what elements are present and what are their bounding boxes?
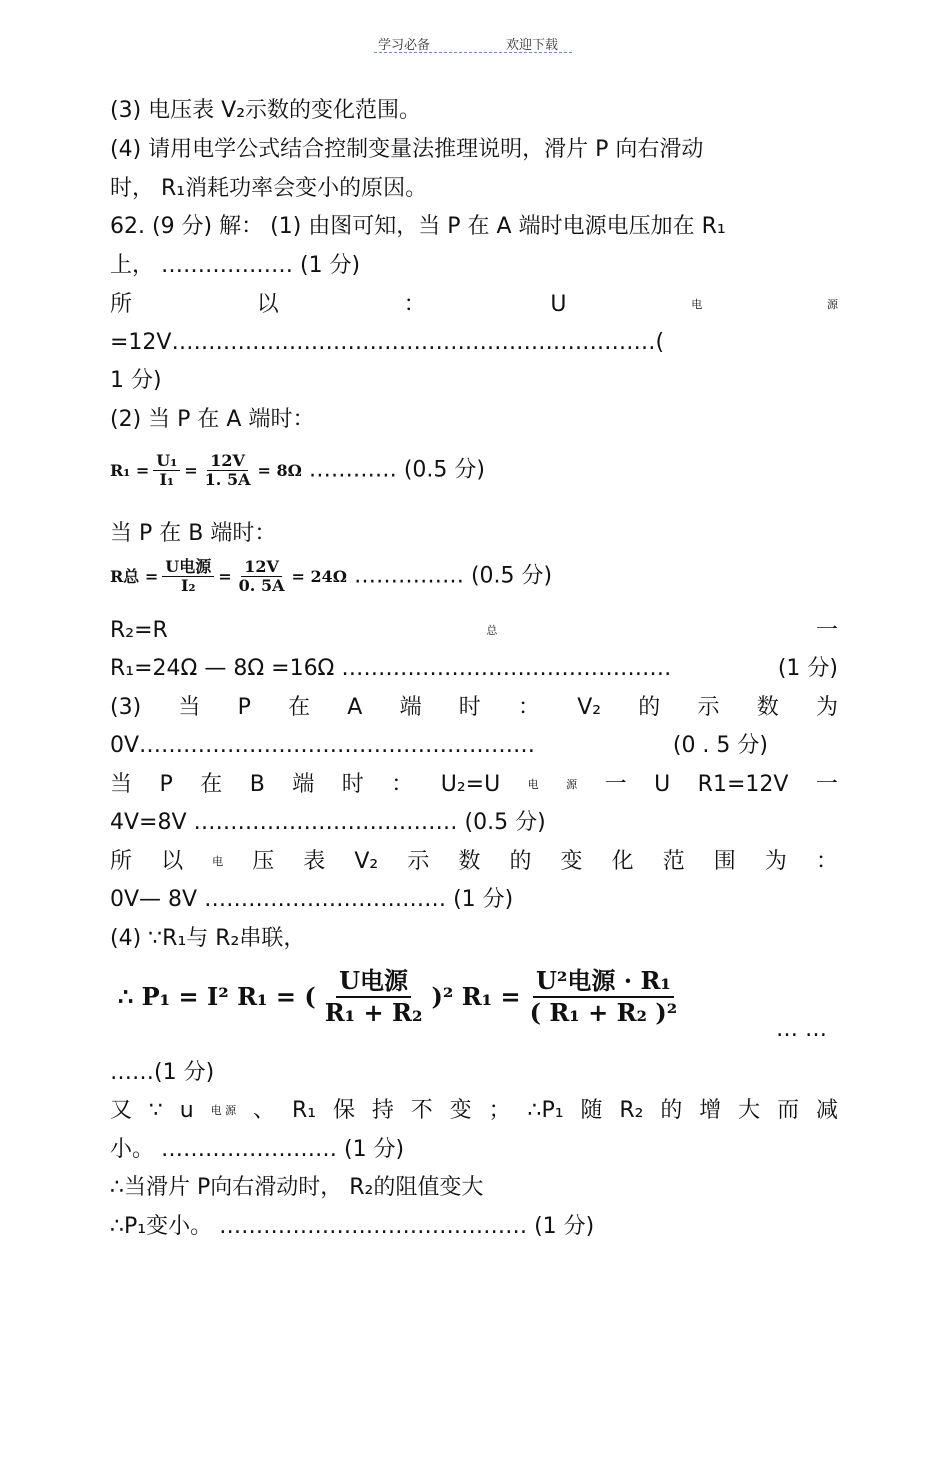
text-char: u: [179, 1098, 194, 1123]
formula-rtotal: R总 = $\frac{\text{U电源}}{\text{I₂}}$ = $\frac{12V}{0. 5A}$ = 24Ω: [110, 557, 347, 595]
text-char: P: [159, 772, 173, 797]
text-char: 时: [341, 772, 364, 797]
text-char: 为: [764, 849, 787, 874]
text-char: 总: [486, 624, 498, 637]
text-char: 一: [815, 772, 838, 797]
text-char: R₂: [619, 1098, 644, 1123]
text-fragment: R₂=R: [110, 618, 168, 643]
fraction: [162, 558, 214, 595]
text-fragment: R₁=24Ω — 8Ω =16Ω ………………………………………: [110, 656, 672, 681]
text-char: 大: [738, 1098, 761, 1123]
text-line: ……(1 分): [110, 1060, 215, 1085]
formula-result: = 24Ω: [291, 566, 347, 586]
text-char: 范: [662, 849, 685, 874]
numerator: U²电源 · R₁: [533, 966, 674, 998]
text-line: 上， ……………… (1 分): [110, 253, 361, 278]
text-line: ∴当滑片 P向右滑动时， R₂的阻值变大: [110, 1175, 484, 1200]
text-char: 变: [560, 849, 583, 874]
text-char: A: [347, 695, 363, 720]
text-line: 时， R₁消耗功率会变小的原因。: [110, 176, 428, 201]
text-char: V₂: [354, 849, 379, 874]
text-char: 为: [815, 695, 838, 720]
text-char: ：: [815, 849, 838, 874]
text-line: 小。 …………………… (1 分): [110, 1137, 405, 1162]
text-char: 持: [371, 1098, 394, 1123]
text-char: 电: [527, 778, 539, 791]
text-line: =12V…………………………………………………………(: [110, 330, 665, 355]
text-char: U: [654, 772, 671, 797]
text-line: (3) 电压表 V₂示数的变化范围。: [110, 98, 422, 123]
spread-line: [110, 290, 838, 320]
text-char: 保: [332, 1098, 355, 1123]
text-char: 端: [399, 695, 422, 720]
text-char: ；: [488, 1098, 511, 1123]
text-char: 一: [815, 618, 838, 643]
text-char: 表: [303, 849, 326, 874]
text-char: 增: [699, 1098, 722, 1123]
text-char: 化: [611, 849, 634, 874]
text-char: 不: [410, 1098, 433, 1123]
text-char: 数: [458, 849, 481, 874]
text-line: (4) 请用电学公式结合控制变量法推理说明，滑片 P 向右滑动: [110, 137, 704, 162]
page-header: [378, 34, 558, 53]
spread-line: [110, 616, 838, 646]
text-char: 源: [826, 298, 838, 311]
text-char: 以: [256, 292, 279, 317]
text-line: (4) ∵R₁与 R₂串联，: [110, 926, 306, 951]
spread-line: [110, 654, 838, 684]
numerator: U电源: [162, 558, 214, 577]
header-divider: [374, 52, 572, 53]
spread-line: [110, 731, 838, 761]
denominator: I₁: [159, 470, 175, 489]
denominator: I₂: [181, 576, 196, 595]
text-char: 数: [756, 695, 779, 720]
denominator: 0. 5A: [238, 576, 285, 595]
formula-line-p1: [118, 966, 686, 1028]
text-char: ：: [518, 695, 541, 720]
text-fragment: …………… (0.5 分): [353, 563, 553, 589]
text-line: ∴P₁变小。 …………………………………… (1 分): [110, 1214, 595, 1239]
text-fragment: ………… (0.5 分): [308, 457, 485, 483]
formula-p1: [118, 966, 686, 1028]
formula-r1: R₁ = $\frac{\text{U₁}}{\text{I₁}}$ = $\frac{12V}{1. 5A}$ = 8Ω: [110, 451, 302, 489]
text-char: 的: [509, 849, 532, 874]
text-char: 以: [161, 849, 184, 874]
text-fragment: (0 . 5 分): [672, 733, 768, 758]
numerator: 12V: [207, 452, 248, 471]
text-char: 时: [458, 695, 481, 720]
text-char: 的: [660, 1098, 683, 1123]
denominator: R₁ + R₂: [324, 998, 423, 1027]
text-char: 所: [110, 292, 133, 317]
denominator: ( R₁ + R₂ )²: [529, 998, 678, 1027]
text-char: 在: [200, 772, 223, 797]
formula-result: = 8Ω: [257, 460, 302, 480]
text-char: 一: [604, 772, 627, 797]
text-char: 端: [292, 772, 315, 797]
formula-lhs: ∴ P₁ = I² R₁ = (: [118, 982, 316, 1011]
formula-lhs: R₁: [110, 460, 131, 480]
numerator: U电源: [336, 966, 411, 998]
text-char: ：: [391, 772, 414, 797]
formula-line-r1: [110, 452, 485, 489]
text-char: ∵: [148, 1098, 163, 1123]
text-char: 当: [178, 695, 201, 720]
text-char: 、: [253, 1098, 276, 1123]
text-char: 电: [691, 298, 703, 311]
text-fragment: … …: [776, 1017, 827, 1042]
fraction: [153, 452, 180, 489]
text-char: 又: [110, 1098, 133, 1123]
text-char: 而: [777, 1098, 800, 1123]
formula-mid: )² R₁ =: [431, 982, 521, 1011]
text-line: 0V— 8V …………………………… (1 分): [110, 887, 514, 912]
text-line: 当 P 在 B 端时：: [110, 521, 277, 546]
text-char: 电 源: [210, 1104, 237, 1117]
text-char: 源: [566, 778, 578, 791]
text-char: B: [249, 772, 265, 797]
text-char: 的: [638, 695, 661, 720]
text-line: (2) 当 P 在 A 端时：: [110, 407, 315, 432]
fraction: [202, 452, 254, 489]
text-char: 所: [110, 849, 133, 874]
text-char: 变: [449, 1098, 472, 1123]
text-char: U₂=U: [440, 772, 501, 797]
text-char: 压: [252, 849, 275, 874]
text-char: ：: [403, 292, 426, 317]
text-char: 在: [288, 695, 311, 720]
formula-line-rtotal: [110, 558, 552, 595]
text-char: 随: [580, 1098, 603, 1123]
text-char: 当: [110, 772, 133, 797]
spread-line-l24: [110, 1096, 838, 1126]
text-char: 减: [815, 1098, 838, 1123]
fraction: [236, 558, 288, 595]
text-fragment: (1 分): [777, 656, 838, 681]
text-char: 电: [212, 855, 224, 868]
spread-line-l19: [110, 847, 838, 877]
numerator: U₁: [153, 452, 180, 471]
text-line: 4V=8V ……………………………… (0.5 分): [110, 810, 546, 835]
text-char: R1=12V: [697, 772, 789, 797]
text-fragment: 0V………………………………………………: [110, 733, 536, 758]
text-char: U: [550, 292, 567, 317]
text-char: (3): [110, 695, 142, 720]
spread-line-l17: [110, 770, 838, 800]
fraction: [527, 966, 681, 1028]
text-char: P: [237, 695, 251, 720]
header-left: 学习必备: [378, 38, 431, 53]
header-right: 欢迎下载: [506, 38, 559, 53]
text-line: 1 分): [110, 368, 162, 393]
text-char: R₁: [291, 1098, 317, 1123]
text-char: ∴P₁: [527, 1098, 564, 1123]
denominator: 1. 5A: [204, 470, 251, 489]
text-char: 示: [407, 849, 430, 874]
text-char: V₂: [577, 695, 602, 720]
formula-lhs: R总: [110, 566, 140, 586]
fraction: [322, 966, 426, 1028]
text-char: 围: [713, 849, 736, 874]
numerator: 12V: [241, 558, 282, 577]
text-char: 示: [697, 695, 720, 720]
text-line: 62. (9 分) 解： (1) 由图可知，当 P 在 A 端时电源电压加在 R₁: [110, 214, 726, 239]
spread-line-l15: [110, 693, 838, 723]
